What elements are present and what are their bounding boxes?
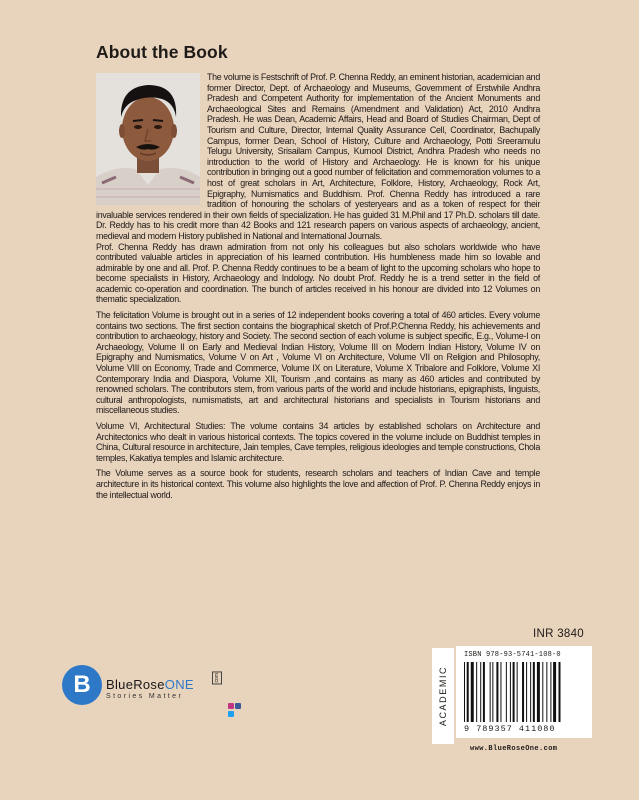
category-label: ACADEMIC <box>438 665 448 727</box>
social-icons <box>228 703 242 719</box>
publisher-name-part1: BlueRose <box>106 677 165 692</box>
description-paragraph: Volume VI, Architectural Studies: The volume contains 34 articles by established scholars on Architecture and Architectonics who dealt in various historical contexts. The topics covered in the volume include on Buddhist temples in China, Cultural resource in architecture, Jain temples, Cave temples, religious ideologies and temple constructions, Chola temples, Kakatiya temples and Islamic architecture. <box>96 421 540 463</box>
barcode-icon <box>464 662 584 722</box>
book-description <box>96 72 540 500</box>
page-title: About the Book <box>96 42 228 62</box>
publisher-website: www.BlueRoseOne.com <box>470 745 558 753</box>
description-paragraph: The Volume serves as a source book for students, research scholars and teachers of Indian Cave and temple architecture in its historical context. This volume also highlights the love and affection of Prof. P. Chenna Reddy enjoys in the intellectual world. <box>96 468 540 500</box>
publisher-logo <box>62 665 242 717</box>
price-label: INR 3840 <box>533 628 584 640</box>
facebook-icon <box>235 703 241 709</box>
isbn-label: ISBN 978-93-5741-108-0 <box>464 651 561 659</box>
description-paragraph: Prof. Chenna Reddy has drawn admiration from not only his colleagues but also scholars worldwide who have contributed valuable articles in appreciation of his learned contribution. His humbleness made him so lovable and admirable by one and all. Prof. P. Chenna Reddy continues to be a beam of light to the upcoming scholars who hope to become specialists in History, Archaeology and Indology. No doubt Prof. Reddy he is a trend setter in the field of academic co-operation and coordination. The bunch of articles received in his honour are divided into 12 Volumes on thematic specialization. <box>96 241 540 305</box>
description-paragraph: The felicitation Volume is brought out in a series of 12 independent books covering a total of 460 articles. Every volume contains two sections. The first section contains the biographical sketch of Prof.P.Chenna Reddy, his achievements and contribution to archaeology, history and Society. The second section of each volume is subject specific, E.g., Volume-I on Archaeology, Volume II on Early and Medieval Indian History, Volume III on Modern Indian History, Volume IV on Epigraphy and Numismatics, Volume V on Art , Volume VI on Architecture, Volume VII on Religion and Philosophy, Volume VIII on Economy, Trade and Commerce, Volume IX on Literature, Volume X Tribalore and Folklore, Volume XI Contemporary India and Diaspora, Volume XII, Tourism ,and contains as many as 460 articles and contributed by renowned scholars. The contributors stem, from various parts of the world and include historians, epigraphists, linguists, cultural anthropologists, numismatists, art and architectural historians and specialists in Tourism historians and miscellaneous studies. <box>96 310 540 416</box>
category-label-box <box>432 648 454 744</box>
twitter-icon <box>228 711 234 717</box>
barcode-box <box>456 646 592 738</box>
publisher-name-part2: ONE <box>164 677 194 692</box>
instagram-icon <box>228 703 234 709</box>
logo-letter: B <box>73 671 91 698</box>
publisher-name <box>106 677 194 692</box>
publisher-tagline: Stories Matter <box>106 693 184 700</box>
barcode-number: 9 789357 411080 <box>464 724 556 734</box>
publisher-badge: com <box>214 673 220 683</box>
description-paragraph: The volume is Festschrift of Prof. P. Chenna Reddy, an eminent historian, academician and former Director, Dept. of Archaeology and Museums, Government of Erstwhile Andhra Pradesh and Competent Authority for implementation of the Ancient Monuments and Archaeological Sites and Remains (Amendment and Validation) Act, 2010 Andhra Pradesh. He was Dean, Academic Affairs, Head and Board of Studies Chairman, Dept of Tourism and Culture, Director, Internal Quality Assurance Cell, Coordinator, Bachupally Campus, former Dean, School of History, Culture and Archaeology, Potti Sreeramulu Telugu University, Srisailam Campus, Kurnool District, Andhra Pradesh who needs no introduction to the world of History and Archaeology. He is known for his unique contribution in bringing out a good number of felicitation and commemoration volumes to a host of great scholars in Art, Architecture, Folklore, History, Archaeology, Rock Art, Epigraphy, Numismatics and Buddhism. Prof. Chenna Reddy has introduced a rare tradition of honouring the scholars of yesteryears and as a token of respect for their invaluable services rendered in their own fields of specialization. He has guided 31 M.Phil and 17 Ph.D. scholars till date. Dr. Reddy has to his credit more than 42 Books and 121 research papers on various aspects of archaeology, ancient, medieval and modern History published in National and International Journals. <box>96 72 540 241</box>
